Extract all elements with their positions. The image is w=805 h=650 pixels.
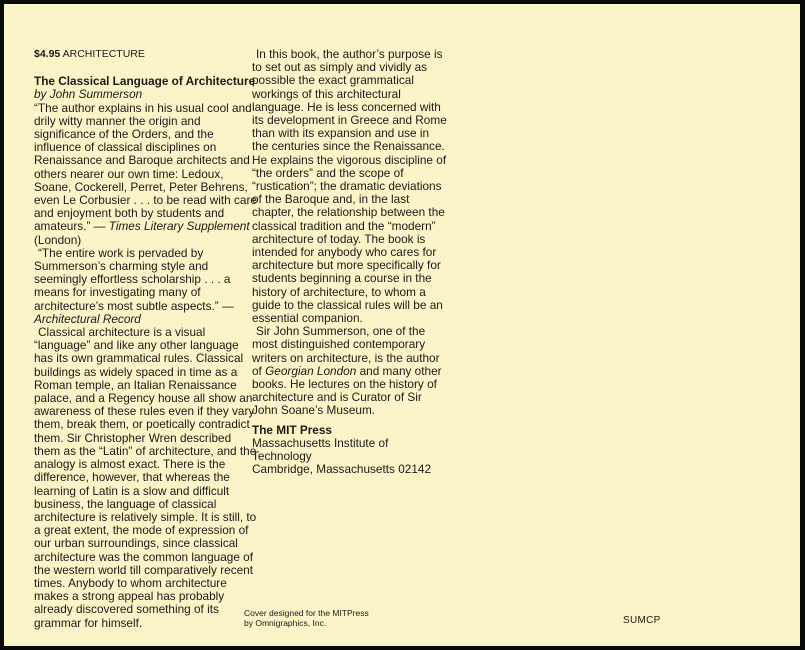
publisher-address-1: Massachusetts Institute of Technology xyxy=(252,435,389,464)
bio-text-a: Sir John Summerson, one of the most distinguished contemporary writers on architecture, is the author of xyxy=(252,324,440,378)
back-cover xyxy=(4,4,800,646)
bio-text-b: and many other books. He lectures on the history of architecture and is Curator of Sir John Soane’s Museum. xyxy=(252,363,442,418)
credit-line-2: by Omnigraphics, Inc. xyxy=(244,618,327,628)
publisher-name: The MIT Press xyxy=(252,422,332,437)
author-bio-paragraph xyxy=(252,325,448,417)
quote-2-text: “The entire work is pervaded by Summerson’s charming style and seemingly effortless scholarship . . . a means for investigating many of architecture’s most subtle aspects.” — xyxy=(34,245,234,313)
credit-line-1: Cover designed for the MITPress xyxy=(244,608,369,618)
description-paragraph: Classical architecture is a visual “language” and like any other language has its own grammatical rules. Classical buildings as widely spaced in time as a Roman temple, an Italian Renaissance palace, and a Regency house all show an awareness of these rules even if they vary them, break them, or poetically contradict them. Sir Christopher Wren described them as the “Latin” of architecture, and the analogy is almost exact. There is the difference, however, that whereas the learning of Latin is a slow and difficult business, the language of classical architecture is relatively simple. It is still, to a great extent, the mode of expression of our urban surroundings, since classical architecture was the common language of the western world till comparatively recent times. Anybody to whom architecture makes a strong appeal has probably already discovered something of its grammar for himself. xyxy=(34,325,257,630)
quote-1-text: “The author explains in his usual cool and drily witty manner the origin and significance of the Orders, and the influence of classical disciplines on Renaissance and Baroque architects and others nearer our own time: Ledoux, Soane, Cockerell, Perret, Peter Behrens, even Le Corbusier . . . to be read with care and enjoyment both by students and amateurs.” — xyxy=(34,100,257,234)
quote-2-source: Architectural Record xyxy=(34,311,141,326)
quote-1-suffix: (London) xyxy=(34,232,82,247)
price: $4.95 xyxy=(34,48,61,60)
category-label: ARCHITECTURE xyxy=(62,48,145,60)
right-column xyxy=(252,48,448,477)
book-title: The Classical Language of Architecture xyxy=(34,74,256,89)
design-credit xyxy=(244,608,369,628)
book-author: by John Summerson xyxy=(34,87,143,102)
catalog-code: SUMCP xyxy=(623,615,661,626)
price-line xyxy=(34,48,258,61)
bio-book-title: Georgian London xyxy=(265,363,357,378)
purpose-paragraph: In this book, the author’s purpose is to set out as simply and vividly as possible the exact grammatical workings of this architectural language. He is less concerned with its development in Greece and Rome than with its expansion and use in the centuries since the Renaissance. He explains the vigorous discipline of “the orders” and the scope of “rustication”; the dramatic deviations of the Baroque and, in the last chapter, the relationship between the classical tradition and the “modern” architecture of today. The book is intended for anybody who cares for architecture but more specifically for students beginning a course in the history of architecture, to whom a guide to the classical rules will be an essential companion. xyxy=(252,47,447,326)
review-quote-1 xyxy=(34,102,258,247)
left-column xyxy=(34,48,258,630)
review-quote-2 xyxy=(34,247,258,326)
quote-1-source: Times Literary Supplement xyxy=(108,219,250,234)
publisher-address-2: Cambridge, Massachusetts 02142 xyxy=(252,462,432,477)
